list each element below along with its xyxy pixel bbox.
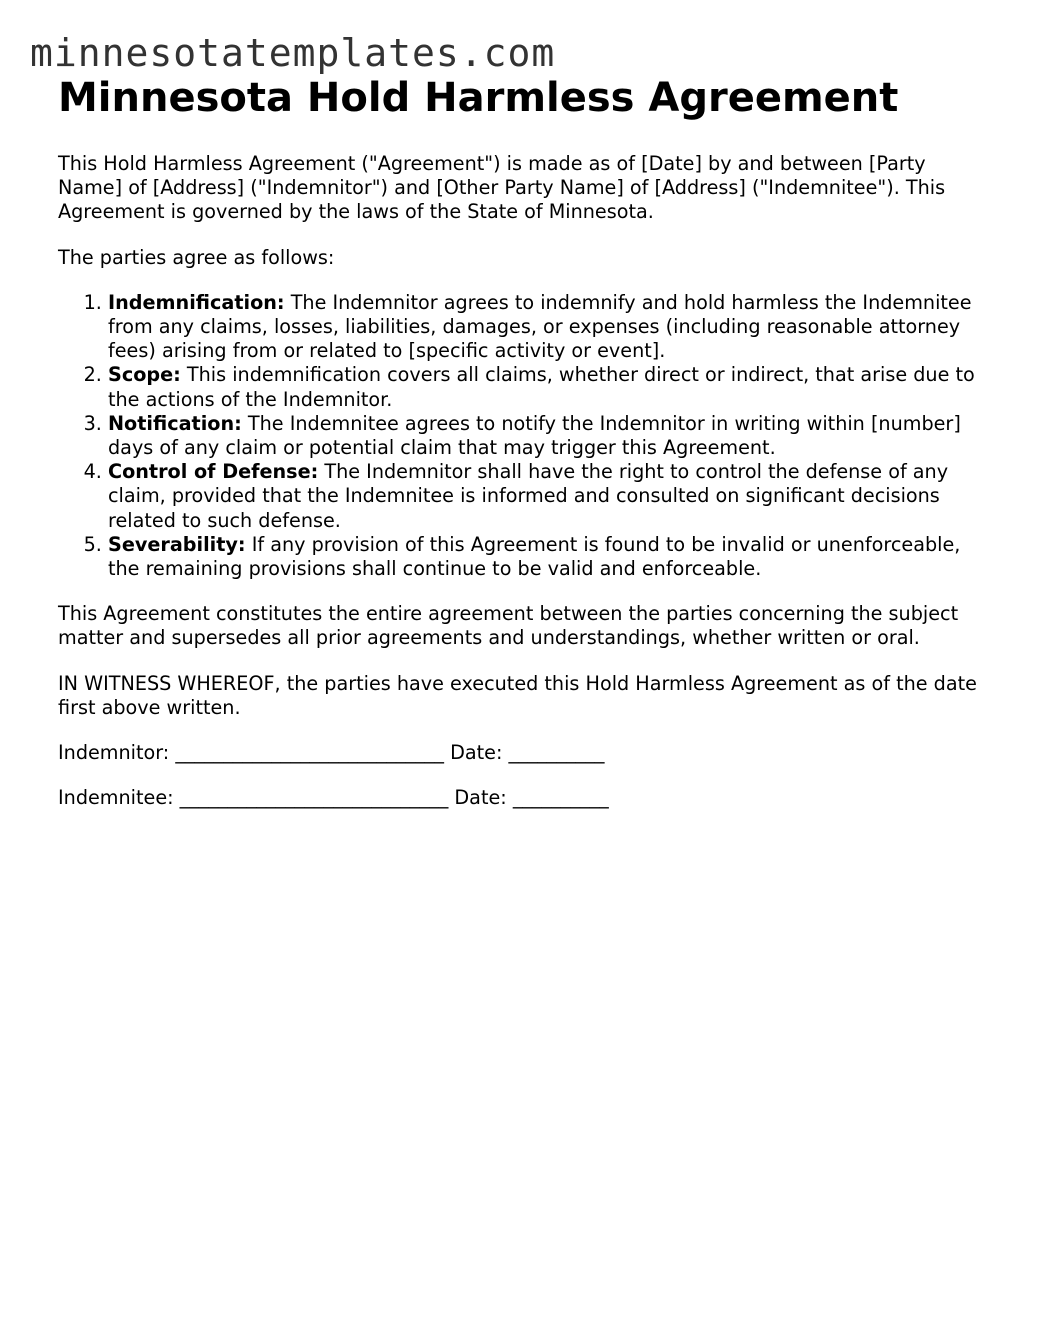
- lead-in-paragraph: The parties agree as follows:: [58, 245, 335, 269]
- clause-item: [108, 533, 993, 581]
- clause-item: [108, 363, 993, 411]
- clause-item: [108, 291, 993, 364]
- clause-term: Control of Defense:: [108, 460, 319, 484]
- clause-text: The Indemnitor shall have the right to control the defense of any claim, provided that the Indemnitee is informed and consulted on significant decisions related to such defense.: [108, 460, 949, 532]
- clause-text: If any provision of this Agreement is found to be invalid or unenforceable, the remaining provisions shall continue to be valid and enforceable.: [108, 532, 961, 581]
- clause-item: [108, 412, 993, 460]
- clause-text: The Indemnitor agrees to indemnify and hold harmless the Indemnitee from any claims, losses, liabilities, damages, or expenses (including reasonable attorney fees) arising from or related to [specific activity or event].: [108, 290, 972, 363]
- clause-item: [108, 460, 993, 533]
- indemnitor-signature-line: Indemnitor: ____________________________ Date: __________: [58, 741, 605, 765]
- document-title: Minnesota Hold Harmless Agreement: [58, 75, 899, 121]
- clause-term: Severability:: [108, 532, 246, 556]
- clause-term: Notification:: [108, 411, 242, 435]
- clause-text: The Indemnitee agrees to notify the Indemnitor in writing within [number] days of any claim or potential claim that may trigger this Agreement.: [108, 411, 961, 460]
- clause-list: [58, 291, 993, 581]
- clause-term: Indemnification:: [108, 290, 285, 314]
- clause-text: This indemnification covers all claims, whether direct or indirect, that arise due to the actions of the Indemnitor.: [108, 363, 975, 411]
- clause-term: Scope:: [108, 363, 181, 387]
- document-body: [58, 72, 993, 831]
- witness-paragraph: IN WITNESS WHEREOF, the parties have executed this Hold Harmless Agreement as of the date first above written.: [58, 671, 977, 719]
- intro-paragraph: This Hold Harmless Agreement ("Agreement") is made as of [Date] by and between [Party Name] of [Address] ("Indemnitor") and [Other Party Name] of [Address] ("Indemnitee"). This Agreement is governed by the laws of the State of Minnesota.: [58, 152, 946, 224]
- entire-agreement-paragraph: This Agreement constitutes the entire agreement between the parties concerning the subject matter and supersedes all prior agreements and understandings, whether written or oral.: [58, 602, 959, 650]
- indemnitee-signature-line: Indemnitee: ____________________________ Date: __________: [58, 786, 609, 810]
- site-watermark: minnesotatemplates.com: [30, 31, 556, 75]
